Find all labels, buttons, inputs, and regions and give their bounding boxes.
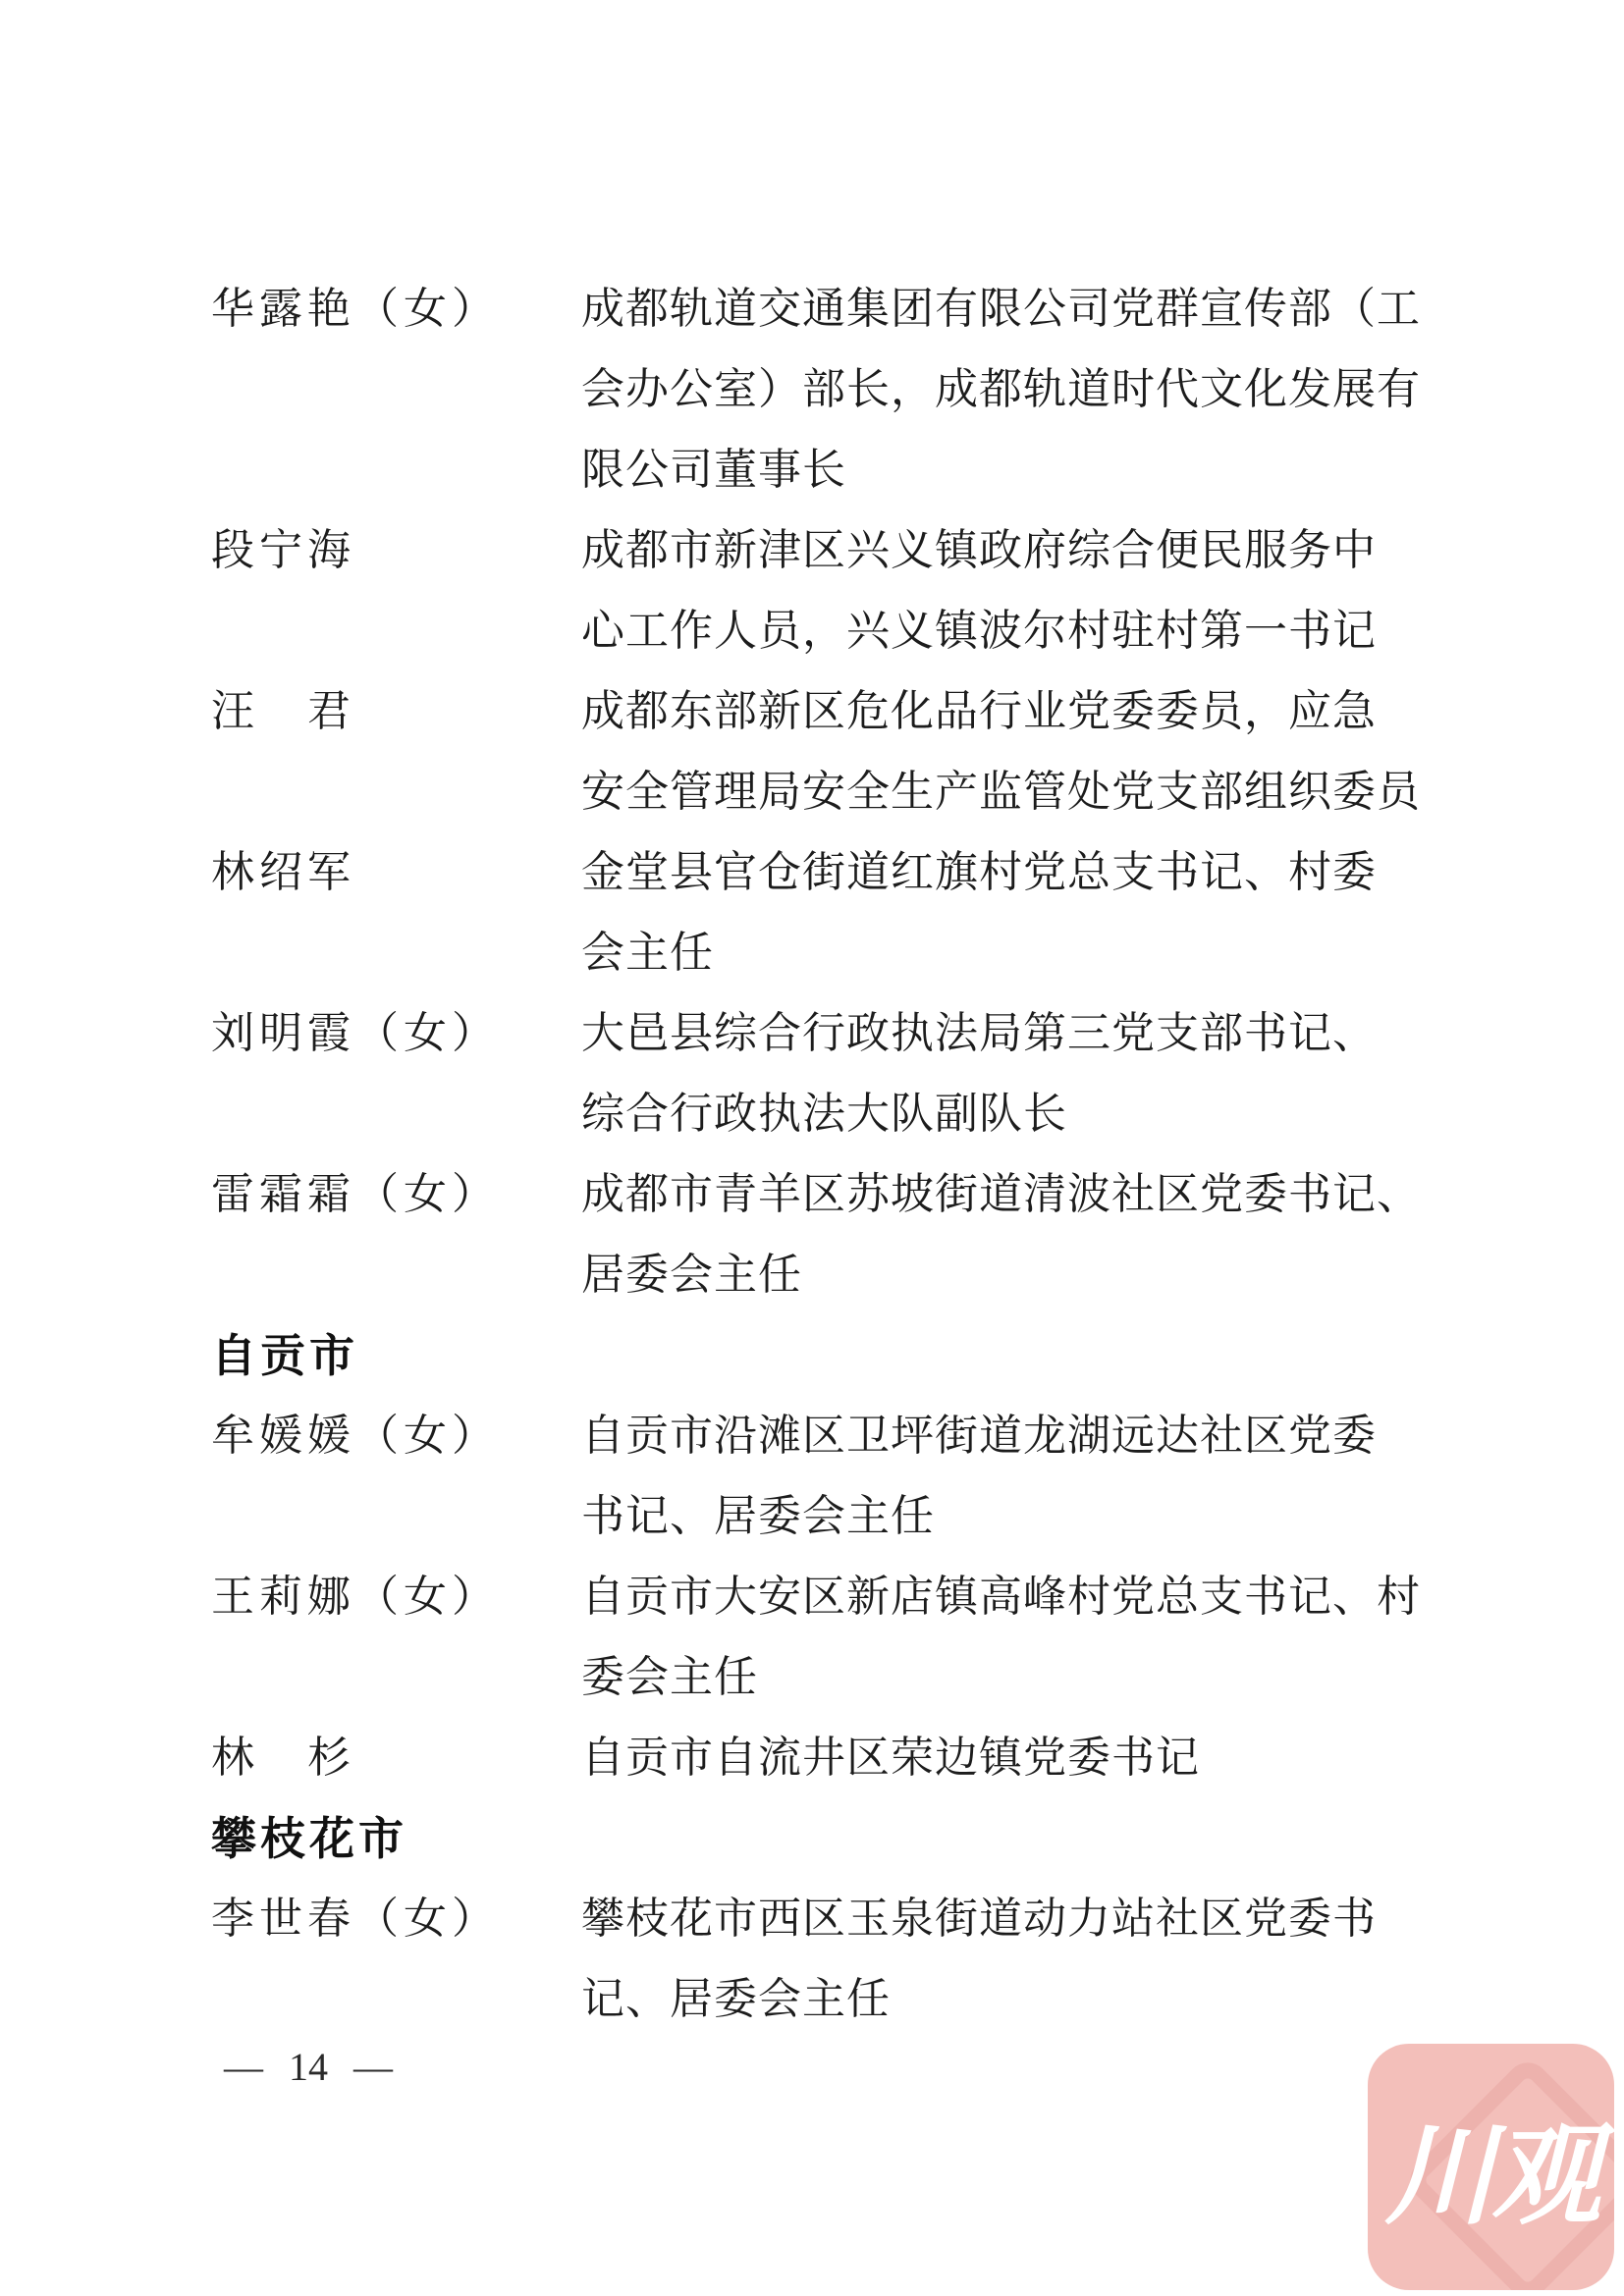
roster-entry xyxy=(0,671,1624,832)
person-name: 林 杉 xyxy=(211,1734,355,1782)
title-line: 成都轨道交通集团有限公司党群宣传部（工 xyxy=(581,285,1421,333)
title-line: 委会主任 xyxy=(581,1653,758,1701)
person-title xyxy=(581,1396,1377,1557)
page-number: 14 xyxy=(289,2045,328,2089)
person-title xyxy=(581,832,1377,993)
person-title xyxy=(581,1557,1421,1718)
footer-dash-right: — xyxy=(353,2045,393,2089)
person-title xyxy=(581,1718,1200,1798)
person-title xyxy=(581,671,1421,832)
person-name: 王莉娜（女） xyxy=(211,1573,500,1621)
person-name: 刘明霞（女） xyxy=(211,1009,500,1057)
roster-entry xyxy=(0,993,1624,1154)
person-name: 雷霜霜（女） xyxy=(211,1170,500,1218)
title-line: 安全管理局安全生产监管处党支部组织委员 xyxy=(581,768,1421,816)
person-title xyxy=(581,1879,1377,2040)
title-line: 自贡市自流井区荣边镇党委书记 xyxy=(581,1734,1200,1782)
section-header: 自贡市 xyxy=(211,1330,358,1381)
footer-dash-left: — xyxy=(224,2045,263,2089)
title-line: 自贡市沿滩区卫坪街道龙湖远达社区党委 xyxy=(581,1412,1377,1460)
award-roster-list xyxy=(0,269,1624,2040)
person-title xyxy=(581,993,1377,1154)
title-line: 书记、居委会主任 xyxy=(581,1492,935,1540)
roster-entry xyxy=(0,1557,1624,1718)
person-name: 牟媛媛（女） xyxy=(211,1412,500,1460)
title-line: 自贡市大安区新店镇高峰村党总支书记、村 xyxy=(581,1573,1421,1621)
page-footer xyxy=(224,2044,393,2091)
logo-text: 川观 xyxy=(1384,2111,1597,2240)
person-name: 汪 君 xyxy=(211,687,355,735)
title-line: 限公司董事长 xyxy=(581,446,846,494)
title-line: 成都市青羊区苏坡街道清波社区党委书记、 xyxy=(581,1170,1421,1218)
person-title xyxy=(581,269,1421,510)
roster-entry xyxy=(0,1154,1624,1315)
person-title xyxy=(581,510,1377,671)
roster-entry xyxy=(0,269,1624,510)
person-name: 李世春（女） xyxy=(211,1895,500,1943)
title-line: 大邑县综合行政执法局第三党支部书记、 xyxy=(581,1009,1377,1057)
roster-entry xyxy=(0,1396,1624,1557)
title-line: 成都东部新区危化品行业党委委员，应急 xyxy=(581,687,1377,735)
person-name: 华露艳（女） xyxy=(211,285,500,333)
title-line: 会办公室）部长，成都轨道时代文化发展有 xyxy=(581,365,1421,413)
person-name: 林绍军 xyxy=(211,848,355,896)
roster-entry xyxy=(0,510,1624,671)
section-header: 攀枝花市 xyxy=(211,1813,407,1864)
title-line: 记、居委会主任 xyxy=(581,1975,891,2023)
title-line: 攀枝花市西区玉泉街道动力站社区党委书 xyxy=(581,1895,1377,1943)
person-name: 段宁海 xyxy=(211,526,355,574)
roster-entry xyxy=(0,1718,1624,1798)
title-line: 成都市新津区兴义镇政府综合便民服务中 xyxy=(581,526,1377,574)
title-line: 综合行政执法大队副队长 xyxy=(581,1090,1067,1138)
title-line: 居委会主任 xyxy=(581,1251,802,1299)
person-title xyxy=(581,1154,1421,1315)
title-line: 金堂县官仓街道红旗村党总支书记、村委 xyxy=(581,848,1377,896)
title-line: 会主任 xyxy=(581,929,714,977)
roster-entry xyxy=(0,832,1624,993)
title-line: 心工作人员，兴义镇波尔村驻村第一书记 xyxy=(581,607,1377,655)
roster-entry xyxy=(0,1879,1624,2040)
chuanguan-logo xyxy=(1368,2044,1614,2290)
